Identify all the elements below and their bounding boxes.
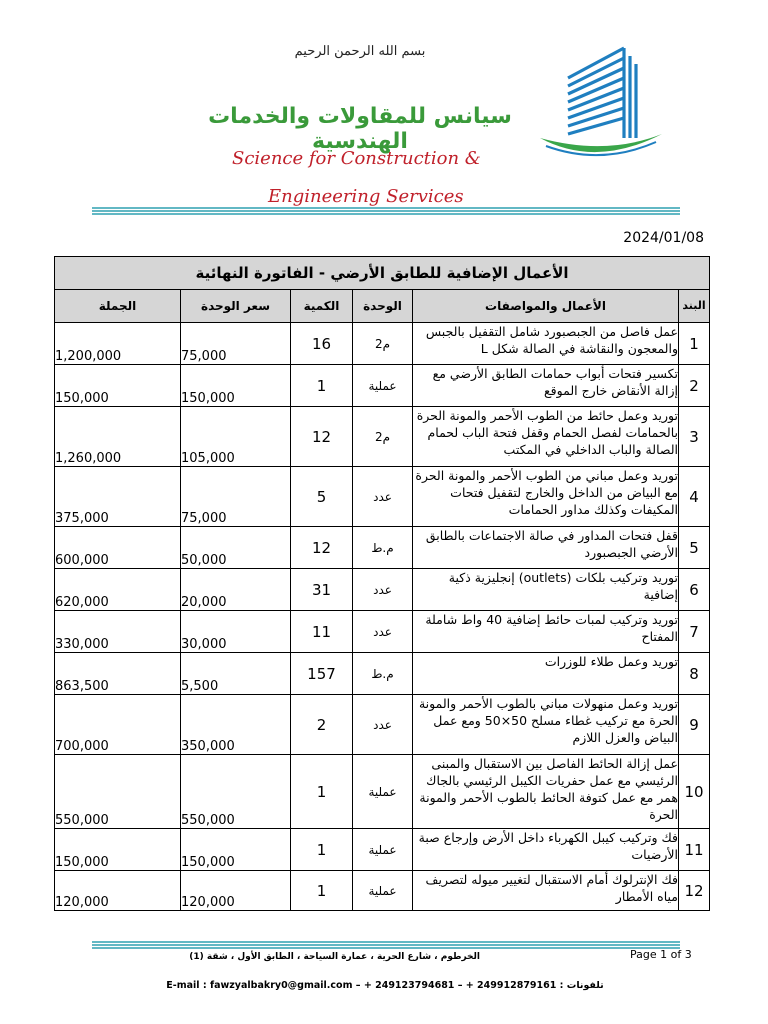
company-name-english-line2: Engineering Services [268, 186, 464, 207]
row-total: 620,000 [55, 569, 181, 611]
row-item-number: 5 [679, 527, 710, 569]
row-description: توريد وعمل حائط من الطوب الأحمر والمونة الحرة بالحمامات لفصل الحمام وقفل فتحة الباب لحمام الصالة والباب الداخلي في المكتب [413, 407, 679, 467]
table-row [55, 695, 710, 755]
row-unit: عدد [353, 611, 413, 653]
table-row [55, 569, 710, 611]
row-unit-price: 75,000 [181, 323, 291, 365]
row-item-number: 11 [679, 829, 710, 871]
row-item-number: 3 [679, 407, 710, 467]
bismillah: بسم الله الرحمن الرحيم [294, 44, 426, 59]
row-total: 150,000 [55, 829, 181, 871]
row-quantity: 1 [291, 829, 353, 871]
row-unit: عدد [353, 695, 413, 755]
column-header-quantity: الكمية [291, 290, 353, 323]
row-unit: عدد [353, 467, 413, 527]
row-unit: عملية [353, 829, 413, 871]
page-number: Page 1 of 3 [630, 948, 692, 961]
company-logo [536, 38, 666, 158]
table-row [55, 611, 710, 653]
column-header-unit: الوحدة [353, 290, 413, 323]
company-name-arabic: سيانس للمقاولات والخدمات الهندسية [208, 104, 512, 154]
row-description: قفل فتحات المداور في صالة الاجتماعات بالطابق الأرضي الجبصبورد [413, 527, 679, 569]
row-item-number: 8 [679, 653, 710, 695]
row-unit-price: 30,000 [181, 611, 291, 653]
table-row [55, 527, 710, 569]
row-unit-price: 75,000 [181, 467, 291, 527]
row-description: عمل إزالة الحائط الفاصل بين الاستقبال والمبنى الرئيسي مع عمل حفريات الكيبل الرئيسي بالجاك همر مع عمل كتوفة الحائط بالطوب الأحمر والمونة الحرة [413, 755, 679, 829]
footer-address: الخرطوم ، شارع الحرية ، عمارة السياحة ، الطابق الأول ، شقة (1) [189, 952, 480, 962]
row-description: توريد وتركيب بلكات (outlets) إنجليزية ذكية إضافية [413, 569, 679, 611]
row-unit: م2 [353, 407, 413, 467]
row-unit-price: 120,000 [181, 871, 291, 911]
footer-contact: E-mail : fawzyalbakry0@gmail.com – + 249123794681 – + 249912879161 : تلفونات [166, 980, 604, 991]
row-total: 550,000 [55, 755, 181, 829]
row-quantity: 1 [291, 871, 353, 911]
row-quantity: 12 [291, 407, 353, 467]
column-header-total: الجملة [55, 290, 181, 323]
row-quantity: 1 [291, 365, 353, 407]
row-quantity: 157 [291, 653, 353, 695]
table-row [55, 653, 710, 695]
row-unit: عملية [353, 755, 413, 829]
row-unit-price: 105,000 [181, 407, 291, 467]
row-description: فك الإنترلوك أمام الاستقبال لتغيير ميوله لتصريف مياه الأمطار [413, 871, 679, 911]
row-item-number: 7 [679, 611, 710, 653]
row-unit: عملية [353, 365, 413, 407]
table-row [55, 755, 710, 829]
row-item-number: 2 [679, 365, 710, 407]
row-description: فك وتركيب كيبل الكهرباء داخل الأرض وإرجاع صبة الأرضيات [413, 829, 679, 871]
row-unit-price: 150,000 [181, 829, 291, 871]
row-unit-price: 550,000 [181, 755, 291, 829]
column-header-unit-price: سعر الوحدة [181, 290, 291, 323]
row-total: 330,000 [55, 611, 181, 653]
row-description: توريد وتركيب لمبات حائط إضافية 40 واط شاملة المفتاح [413, 611, 679, 653]
row-total: 600,000 [55, 527, 181, 569]
row-quantity: 1 [291, 755, 353, 829]
row-total: 150,000 [55, 365, 181, 407]
row-total: 375,000 [55, 467, 181, 527]
row-unit-price: 50,000 [181, 527, 291, 569]
table-row [55, 407, 710, 467]
row-quantity: 11 [291, 611, 353, 653]
column-header-item: البند [679, 290, 710, 323]
row-description: توريد وعمل طلاء للوزرات [413, 653, 679, 695]
table-row [55, 365, 710, 407]
row-total: 700,000 [55, 695, 181, 755]
row-description: تكسير فتحات أبواب حمامات الطابق الأرضي مع إزالة الأنقاض خارج الموقع [413, 365, 679, 407]
row-quantity: 12 [291, 527, 353, 569]
row-unit: عملية [353, 871, 413, 911]
row-item-number: 10 [679, 755, 710, 829]
row-item-number: 9 [679, 695, 710, 755]
table-title: الأعمال الإضافية للطابق الأرضي - الفاتورة النهائية [55, 257, 710, 290]
row-quantity: 16 [291, 323, 353, 365]
row-unit: م.ط [353, 653, 413, 695]
row-total: 863,500 [55, 653, 181, 695]
invoice-table [54, 256, 710, 911]
row-quantity: 31 [291, 569, 353, 611]
row-description: توريد وعمل مباني من الطوب الأحمر والمونة الحرة مع البياض من الداخل والخارج لتقفيل فتحات المكيفات وكذلك مداور الحمامات [413, 467, 679, 527]
column-header-description: الأعمال والمواصفات [413, 290, 679, 323]
row-unit-price: 20,000 [181, 569, 291, 611]
row-unit-price: 5,500 [181, 653, 291, 695]
row-unit: عدد [353, 569, 413, 611]
table-row [55, 829, 710, 871]
company-name-english-line1: Science for Construction & [232, 148, 481, 169]
row-unit: م2 [353, 323, 413, 365]
row-quantity: 2 [291, 695, 353, 755]
row-description: عمل فاصل من الجبصبورد شامل التقفيل بالجبس والمعجون والنقاشة في الصالة شكل L [413, 323, 679, 365]
table-row [55, 871, 710, 911]
row-unit-price: 150,000 [181, 365, 291, 407]
row-total: 1,260,000 [55, 407, 181, 467]
row-item-number: 1 [679, 323, 710, 365]
footer-divider [92, 940, 680, 950]
row-description: توريد وعمل منهولات مباني بالطوب الأحمر والمونة الحرة مع تركيب غطاء مسلح 50×50 ومع عمل البياض والعزل اللازم [413, 695, 679, 755]
invoice-date: 2024/01/08 [623, 230, 704, 246]
row-quantity: 5 [291, 467, 353, 527]
row-total: 1,200,000 [55, 323, 181, 365]
row-item-number: 12 [679, 871, 710, 911]
row-unit-price: 350,000 [181, 695, 291, 755]
row-item-number: 6 [679, 569, 710, 611]
header-divider [92, 206, 680, 216]
row-total: 120,000 [55, 871, 181, 911]
row-unit: م.ط [353, 527, 413, 569]
table-row [55, 323, 710, 365]
table-row [55, 467, 710, 527]
row-item-number: 4 [679, 467, 710, 527]
